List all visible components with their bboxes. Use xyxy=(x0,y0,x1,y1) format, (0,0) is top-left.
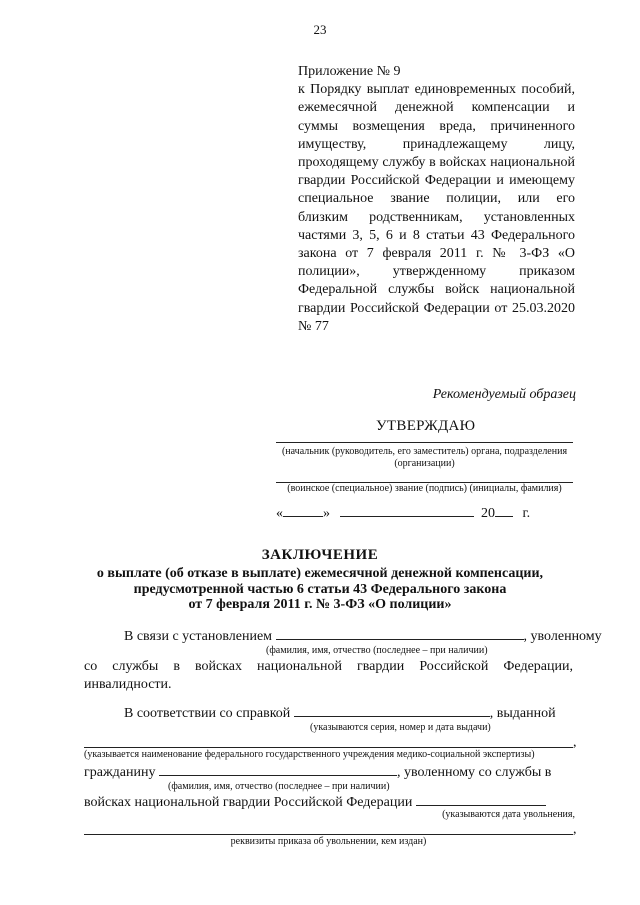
p2-caption: (указываются серия, номер и дата выдачи) xyxy=(310,722,491,733)
approval-date-line xyxy=(276,504,530,522)
p1-name-blank xyxy=(276,627,524,640)
conclusion-subtitle xyxy=(70,566,570,613)
p1-end-text: , уволенному xyxy=(523,629,602,644)
date-open-quote: « xyxy=(276,506,283,521)
p4-dismissal-blank xyxy=(416,793,546,806)
p2-certificate-blank xyxy=(294,704,490,717)
order-details-line xyxy=(84,834,573,835)
conclusion-title: ЗАКЛЮЧЕНИЕ xyxy=(261,547,379,563)
p2-end-text: , выданной xyxy=(489,706,556,721)
paragraph-1-line-1 xyxy=(124,627,602,645)
date-close-quote: » xyxy=(323,506,330,521)
p1-caption: (фамилия, имя, отчество (последнее – при наличии) xyxy=(266,645,488,656)
year-suffix: г. xyxy=(522,506,531,521)
appendix-block xyxy=(298,63,575,336)
order-details-caption: реквизиты приказа об увольнении, кем издан) xyxy=(230,836,427,847)
month-blank xyxy=(340,504,474,517)
p4-caption: (указываются дата увольнения, xyxy=(442,809,575,820)
approver-position-line xyxy=(276,442,573,443)
p1-start-text: В связи с установлением xyxy=(124,629,273,644)
approver-position-caption: (начальник (руководитель, его заместитель) органа, подразделения (организации) xyxy=(281,446,568,469)
paragraph-1-line-2: со службы в войсках национальной гвардии Российской Федерации, xyxy=(84,659,573,674)
order-details-line-comma: , xyxy=(573,822,577,837)
appendix-title: Приложение № 9 xyxy=(298,64,401,79)
approve-heading: УТВЕРЖДАЮ xyxy=(376,418,476,434)
paragraph-1-line-3: инвалидности. xyxy=(84,677,172,692)
p3-caption: (фамилия, имя, отчество (последнее – при наличии) xyxy=(168,781,390,792)
p3-end-text: , уволенному со службы в xyxy=(396,765,552,780)
approver-signature-caption: (воинское (специальное) звание (подпись) (инициалы, фамилия) xyxy=(287,483,562,494)
appendix-text: к Порядку выплат единовременных пособий, ежемесячной денежной компенсации и суммы возмещения вреда, причиненного имуществу, принадлежащему лицу, проходящему службу в войсках национальной гвардии Российской Федерации и имеющему специальное звание полиции, или его близким родственникам, установленных частями 3, 5, 6 и 8 статьи 43 Федерального закона от 7 февраля 2011 г. № 3-ФЗ «О полиции», утвержденному приказом Федеральной службы войск национальной гвардии Российской Федерации от 25.03.2020 № 77 xyxy=(298,82,575,334)
year-prefix: 20 xyxy=(481,506,495,521)
p4-text: войсках национальной гвардии Российской Федерации xyxy=(84,795,413,810)
p2-start-text: В соответствии со справкой xyxy=(124,706,291,721)
paragraph-2-line-1 xyxy=(124,704,556,722)
conclusion-subtitle-line-3: от 7 февраля 2011 г. № 3-ФЗ «О полиции» xyxy=(188,597,452,612)
p3-name-blank xyxy=(159,763,397,776)
institution-line-comma: , xyxy=(573,735,577,750)
page-number: 23 xyxy=(313,22,327,37)
p3-start-text: гражданину xyxy=(84,765,156,780)
institution-caption: (указывается наименование федерального государственного учреждения медико-социальной экспертизы) xyxy=(84,749,535,760)
institution-line xyxy=(84,747,573,748)
day-blank xyxy=(283,504,323,517)
sample-label: Рекомендуемый образец xyxy=(432,387,576,402)
year-blank xyxy=(495,504,513,517)
paragraph-3-line-1 xyxy=(84,763,551,781)
conclusion-subtitle-line-1: о выплате (об отказе в выплате) ежемесячной денежной компенсации, xyxy=(96,566,544,581)
conclusion-subtitle-line-2: предусмотренной частью 6 статьи 43 Федерального закона xyxy=(133,581,507,597)
